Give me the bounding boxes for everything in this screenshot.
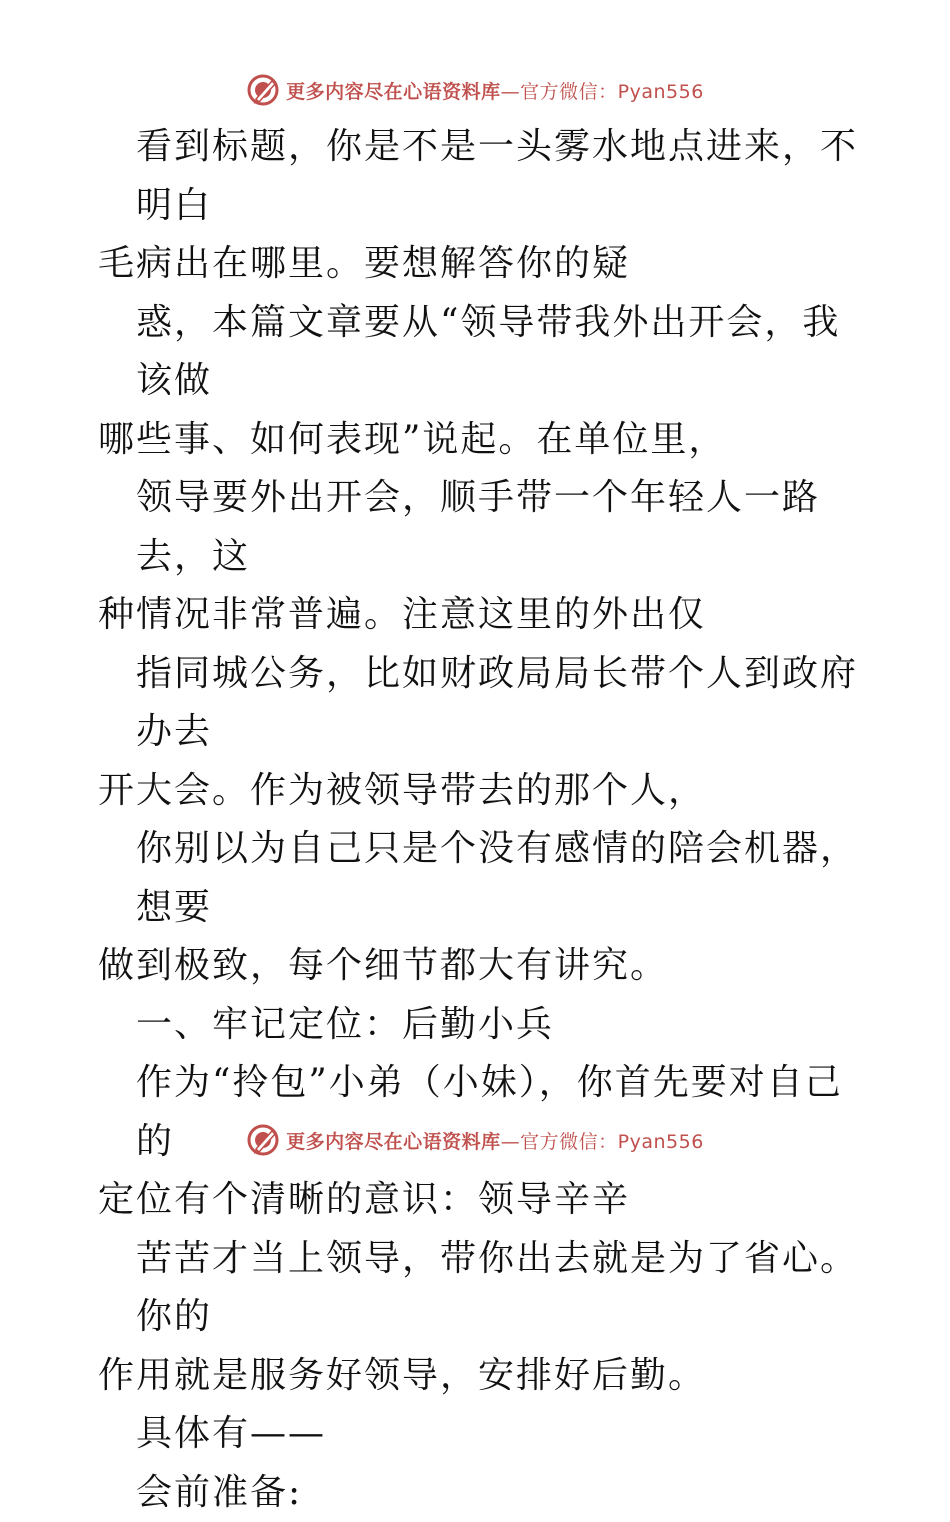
text-line: 领导要外出开会，顺手带一个年轻人一路去，这 [98,469,858,586]
text-line: 你别以为自己只是个没有感情的陪会机器，想要 [98,820,858,937]
text-line: 惑，本篇文章要从“领导带我外出开会，我该做 [98,294,858,411]
text-line: 苦苦才当上领导，带你出去就是为了省心。你的 [98,1230,858,1347]
footer-watermark [0,1120,950,1160]
watermark-text: 更多内容尽在心语资料库—官方微信：Pyan556 [286,77,704,104]
text-line: 毛病出在哪里。要想解答你的疑 [98,235,858,294]
text-line: 会前准备: [98,1464,858,1522]
header-watermark [0,70,950,110]
body-text [98,118,858,1522]
pen-logo-icon [246,73,280,107]
text-line: 定位有个清晰的意识：领导辛辛 [98,1171,858,1230]
text-line: 看到标题，你是不是一头雾水地点进来，不明白 [98,118,858,235]
text-line: 作用就是服务好领导，安排好后勤。 [98,1347,858,1406]
text-line: 作为“拎包”小弟（小妹），你首先要对自己的 [98,1054,858,1171]
text-line: 种情况非常普遍。注意这里的外出仅 [98,586,858,645]
pen-logo-icon [246,1123,280,1157]
text-line: 做到极致，每个细节都大有讲究。 [98,937,858,996]
text-line: 哪些事、如何表现”说起。在单位里， [98,411,858,470]
text-line: 开大会。作为被领导带去的那个人， [98,762,858,821]
text-line: 指同城公务，比如财政局局长带个人到政府办去 [98,645,858,762]
text-line: 具体有—— [98,1405,858,1464]
watermark-text: 更多内容尽在心语资料库—官方微信：Pyan556 [286,1127,704,1154]
text-line: 一、牢记定位：后勤小兵 [98,996,858,1055]
